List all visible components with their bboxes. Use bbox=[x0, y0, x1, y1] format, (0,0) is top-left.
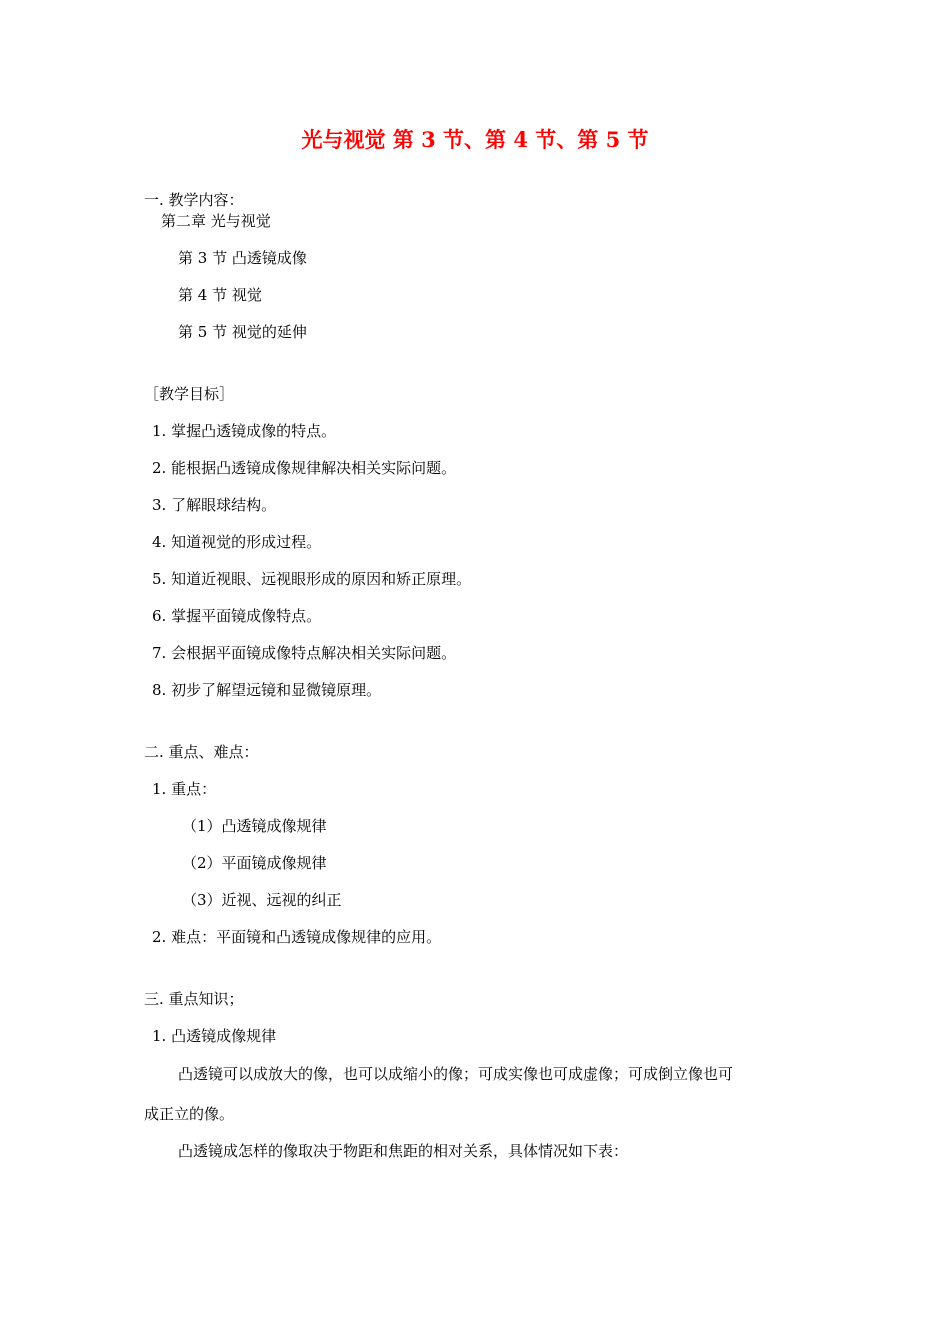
difficulty-line: 2. 难点：平面镜和凸透镜成像规律的应用。 bbox=[152, 928, 442, 946]
objective-item: 2. 能根据凸透镜成像规律解决相关实际问题。 bbox=[152, 459, 457, 477]
objective-item: 3. 了解眼球结构。 bbox=[152, 496, 277, 514]
objective-item: 7. 会根据平面镜成像特点解决相关实际问题。 bbox=[152, 644, 457, 662]
objective-item: 4. 知道视觉的形成过程。 bbox=[152, 533, 322, 551]
paragraph-line: 凸透镜成怎样的像取决于物距和焦距的相对关系，具体情况如下表： bbox=[178, 1142, 629, 1160]
document-title: 光与视觉 第 3 节、第 4 节、第 5 节 bbox=[301, 127, 649, 152]
objective-item: 6. 掌握平面镜成像特点。 bbox=[152, 607, 322, 625]
objective-item: 1. 掌握凸透镜成像的特点。 bbox=[152, 422, 337, 440]
key-point-item: （3）近视、远视的纠正 bbox=[182, 891, 342, 909]
section1-heading: 一. 教学内容： bbox=[144, 191, 244, 209]
objectives-heading: ［教学目标］ bbox=[144, 385, 235, 403]
section3-heading: 三. 重点知识； bbox=[144, 990, 244, 1008]
paragraph-line: 凸透镜可以成放大的像，也可以成缩小的像；可成实像也可成虚像；可成倒立像也可 bbox=[178, 1065, 734, 1083]
key-point-item: （1）凸透镜成像规律 bbox=[182, 817, 327, 835]
subsection-heading: 1. 凸透镜成像规律 bbox=[152, 1027, 277, 1045]
chapter-line: 第二章 光与视觉 bbox=[161, 212, 271, 230]
lesson-item: 第 3 节 凸透镜成像 bbox=[178, 249, 307, 267]
objective-item: 8. 初步了解望远镜和显微镜原理。 bbox=[152, 681, 382, 699]
key-point-item: （2）平面镜成像规律 bbox=[182, 854, 327, 872]
section2-heading: 二. 重点、难点： bbox=[144, 743, 259, 761]
objective-item: 5. 知道近视眼、远视眼形成的原因和矫正原理。 bbox=[152, 570, 472, 588]
lesson-item: 第 5 节 视觉的延伸 bbox=[178, 323, 307, 341]
key-points-label: 1. 重点： bbox=[152, 780, 217, 798]
paragraph-line: 成正立的像。 bbox=[144, 1105, 235, 1123]
lesson-item: 第 4 节 视觉 bbox=[178, 286, 262, 304]
